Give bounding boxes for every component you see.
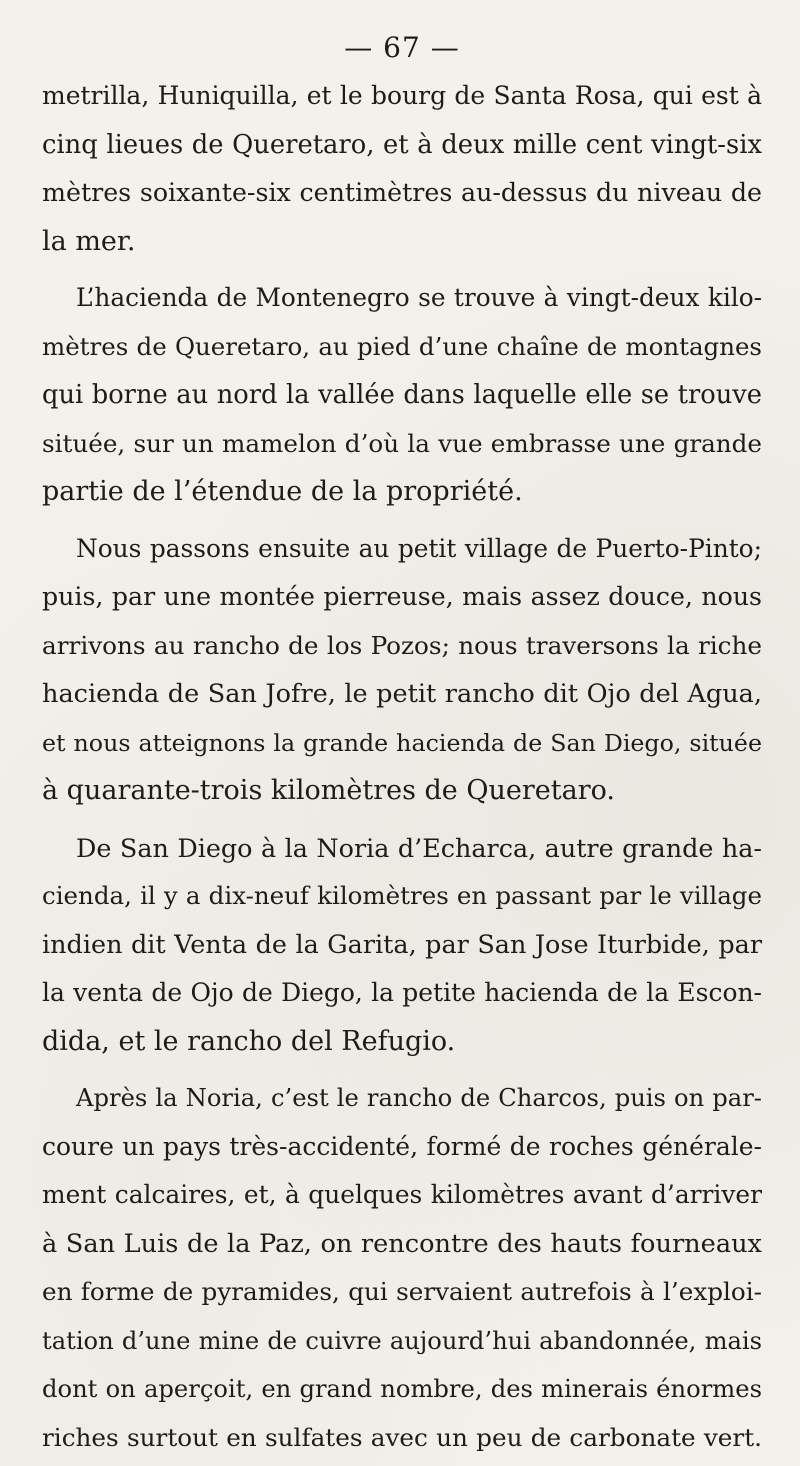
text-line: ment calcaires, et, à quelques kilomètres avant d’arriver [42,1180,762,1209]
text-line: tation d’une mine de cuivre aujourd’hui abandonnée, mais [42,1326,762,1355]
text-line: à San Luis de la Paz, on rencontre des hauts fourneaux [42,1228,762,1259]
text-line: la mer. [42,225,136,257]
text-line: partie de l’étendue de la propriété. [42,476,523,507]
paragraph [42,1074,762,1462]
text-line: coure un pays très-accidenté, formé de roches générale- [42,1131,762,1161]
text-line: cinq lieues de Queretaro, et à deux mille cent vingt-six [42,129,762,160]
text-line: L’hacienda de Montenegro se trouve à vingt-deux kilo- [76,283,762,312]
text-line: arrivons au rancho de los Pozos; nous traversons la riche [42,630,762,660]
text-line: Nous passons ensuite au petit village de Puerto-Pinto; [76,533,762,563]
text-line: qui borne au nord la vallée dans laquelle elle se trouve [42,380,762,410]
text-line: située, sur un mamelon d’où la vue embrasse une grande [42,428,762,458]
text-line: la venta de Ojo de Diego, la petite hacienda de la Escon- [42,978,762,1007]
paragraph [42,525,762,816]
paragraph [42,274,762,517]
paragraph [42,824,762,1067]
text-line: mètres de Queretaro, au pied d’une chaîne de montagnes [42,331,762,361]
text-line: riches surtout en sulfates avec un peu de carbonate vert. [42,1422,762,1452]
text-line: en forme de pyramides, qui servaient autrefois à l’exploi- [42,1277,762,1306]
text-line: De San Diego à la Noria d’Echarca, autre grande ha- [76,832,762,863]
page-number: — 67 — [344,31,460,64]
text-line: dont on aperçoit, en grand nombre, des minerais énormes [42,1375,762,1403]
text-line: mètres soixante-six centimètres au-dessus du niveau de [42,178,762,207]
text-line: puis, par une montée pierreuse, mais assez douce, nous [42,582,762,611]
text-line: et nous atteignons la grande hacienda de San Diego, située [42,728,762,757]
paragraph [42,72,762,266]
text-line: cienda, il y a dix-neuf kilomètres en passant par le village [42,881,762,910]
text-line: metrilla, Huniquilla, et le bourg de Santa Rosa, qui est à [42,81,762,110]
text-line: à quarante-trois kilomètres de Queretaro. [42,775,615,806]
text-line: indien dit Venta de la Garita, par San Jose Iturbide, par [42,929,762,960]
text-line: hacienda de San Jofre, le petit rancho dit Ojo del Agua, [42,679,762,709]
body-text [42,72,762,1462]
text-line: Après la Noria, c’est le rancho de Charcos, puis on par- [76,1084,762,1112]
text-line: dida, et le rancho del Refugio. [42,1025,456,1057]
